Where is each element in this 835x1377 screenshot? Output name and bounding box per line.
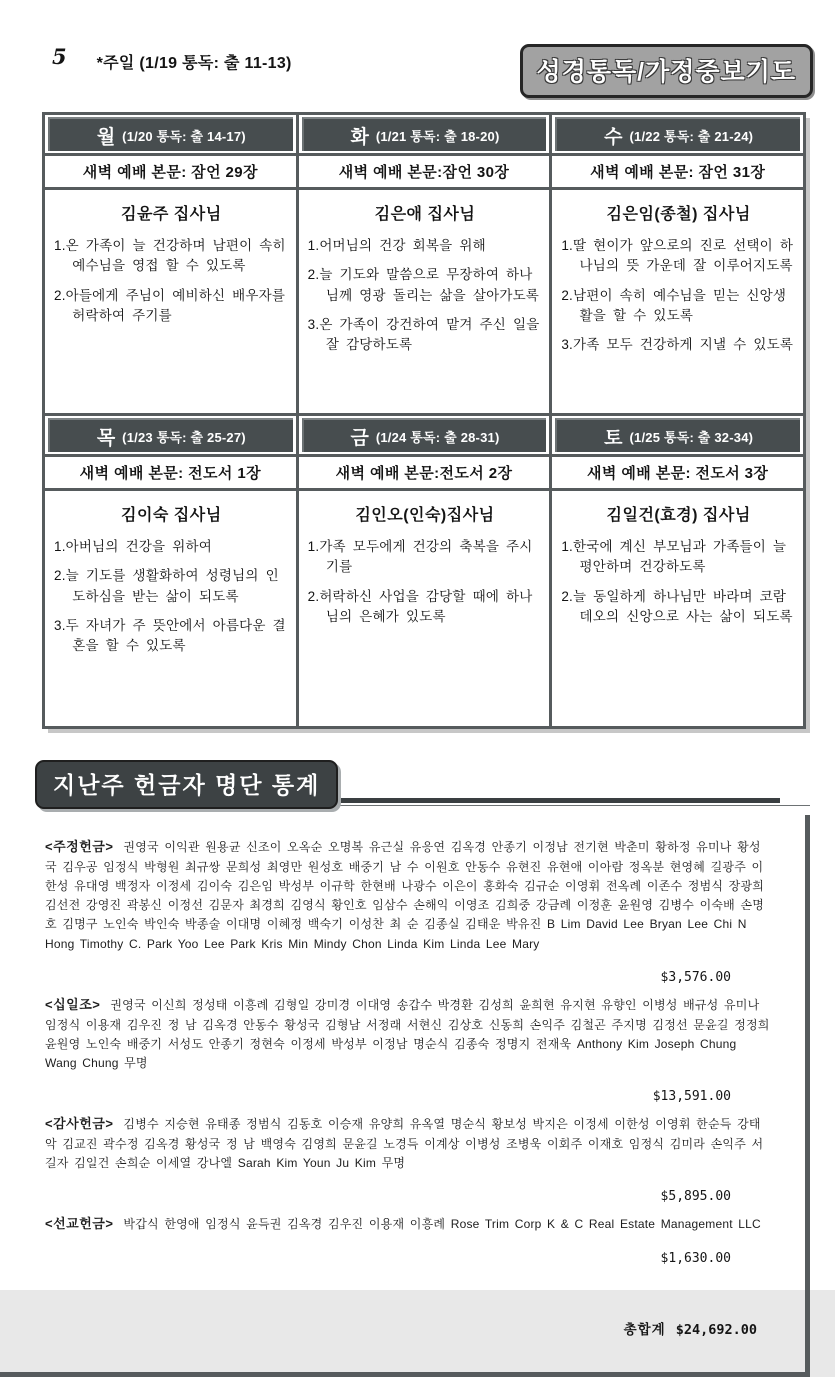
offering-section-tithe	[45, 995, 771, 1104]
day-banner-wed	[555, 117, 800, 151]
intercessor-name: 김일건(효경) 집사님	[606, 507, 751, 524]
day-reading: (1/20 통독: 출 14-17)	[122, 128, 246, 144]
prayer-cell-sat	[551, 490, 805, 728]
prayer-item: 2.남편이 속히 예수님을 믿는 신앙생활을 할 수 있도록	[561, 287, 787, 323]
offering-amount: $13,591.00	[652, 1089, 731, 1105]
offering-label: <선교헌금>	[45, 1216, 114, 1232]
day-header-sat	[551, 415, 805, 456]
prayer-cell-thu	[44, 490, 298, 728]
offering-amount: $1,630.00	[660, 1251, 731, 1267]
prayer-cell-fri	[297, 490, 551, 728]
offering-label: <주정헌금>	[45, 839, 114, 854]
offerings-frame	[0, 815, 810, 1377]
prayer-item: 3.온 가족이 강건하여 맡겨 주신 일을 잘 감당하도록	[307, 316, 540, 352]
prayer-item: 2.늘 동일하게 하나님만 바라며 코람데오의 신앙으로 사는 삶이 되도록	[561, 588, 793, 624]
day-banner-sat	[555, 418, 800, 452]
day-reading: (1/25 통독: 출 32-34)	[629, 429, 754, 445]
total-label: 총합계	[623, 1322, 666, 1338]
offering-name-list: 권영국 이신희 정성태 이흥례 김형일 강미경 이대영 송갑수 박경환 김성희 윤희현 유지현 유향인 이병성 배규성 유미나 임정식 이용재 김우진 정 남 김옥경 안동수 황성국 김형남 서정래 서현신 김상호 신동희 손익주 김철곤 주지명 김정선 문윤길 정정희 윤원영 노인숙 배중기 서성도 안종기 정현숙 이정세 박성부 이정남 명순식 김종숙 정명지 전재욱 Anthony Kim Joseph Chung Wang Chung 무명	[45, 997, 770, 1070]
day-header-fri	[297, 415, 551, 456]
intercessor-name: 김윤주 집사님	[120, 206, 222, 223]
day-reading: (1/23 통독: 출 25-27)	[122, 429, 246, 445]
offerings-title: 지난주 헌금자 명단 통계	[35, 760, 338, 809]
day-header-thu	[44, 415, 298, 456]
offering-names-paragraph	[45, 995, 771, 1073]
day-name: 목	[96, 427, 116, 449]
offering-names-paragraph	[45, 1114, 771, 1173]
prayer-item: 2.늘 기도를 생활화하여 성령님의 인도하심을 받는 삶이 되도록	[54, 568, 279, 604]
day-banner-thu	[48, 418, 293, 452]
day-name: 화	[350, 126, 369, 148]
prayer-item: 1.어머님의 건강 회복을 위해	[307, 238, 486, 253]
prayer-row-1	[44, 189, 805, 415]
day-header-mon	[44, 114, 298, 155]
sunday-reading-label: *주일 (1/19 통독: 출 11-13)	[96, 55, 292, 72]
intercessor-name: 김은애 집사님	[374, 206, 476, 223]
day-header-tue	[297, 114, 551, 155]
total-amount: $24,692.00	[675, 1322, 757, 1339]
scripture-tue: 새벽 예배 본문:잠언 30장	[297, 155, 551, 189]
day-reading: (1/24 통독: 출 28-31)	[375, 429, 500, 445]
offering-total-row	[0, 1318, 757, 1338]
offering-label: <십일조>	[45, 996, 101, 1012]
prayer-item: 2.허락하신 사업을 감당할 때에 하나님의 은혜가 있도록	[307, 588, 533, 624]
prayer-cell-wed	[551, 189, 805, 415]
offering-section-thanksgiving	[45, 1114, 771, 1204]
day-name: 금	[350, 427, 369, 449]
day-name: 토	[604, 427, 623, 449]
top-bar	[0, 0, 835, 98]
day-name: 월	[96, 126, 116, 148]
offering-amount: $3,576.00	[660, 969, 731, 985]
prayer-item: 2.아들에게 주님이 예비하신 배우자를 허락하여 주기를	[54, 287, 286, 323]
scripture-sat: 새벽 예배 본문: 전도서 3장	[551, 456, 805, 490]
day-name: 수	[604, 126, 623, 148]
prayer-item: 3.두 자녀가 주 뜻안에서 아름다운 결혼을 할 수 있도록	[54, 617, 286, 653]
offering-name-list: 박갑식 한영애 임정식 윤득권 김옥경 김우진 이용재 이흥례 Rose Trim Corp K & C Real Estate Management LLC	[123, 1217, 761, 1232]
prayer-cell-mon	[44, 189, 298, 415]
day-banner-fri	[302, 418, 547, 452]
offering-names-paragraph	[45, 1214, 771, 1235]
day-header-row-1	[44, 114, 805, 155]
intercessor-name: 김은임(종철) 집사님	[606, 206, 751, 223]
prayer-item: 1.온 가족이 늘 건강하며 남편이 속히 예수님을 영접 할 수 있도록	[54, 238, 286, 274]
scripture-row-1	[44, 155, 805, 189]
prayer-cell-tue	[297, 189, 551, 415]
prayer-item: 1.딸 현이가 앞으로의 진로 선택이 하나님의 뜻 가운데 잘 이루어지도록	[561, 238, 794, 274]
prayer-item: 2.늘 기도와 말씀으로 무장하여 하나님께 영광 돌리는 삶을 살아가도록	[307, 267, 540, 303]
offering-name-list: 권영국 이익관 원용균 신조이 오옥순 오명복 유근실 유응연 김옥경 안종기 이정남 전기현 박춘미 황하정 유미나 황성국 김우공 임정식 박형원 최규쌍 문희성 최영만 원성호 배중기 남 수 이원호 안동수 유현진 유현애 이아람 정옥분 현영혜 길광주 이한성 유대영 백정자 이정세 김이숙 김은임 박성부 이규학 한현배 나광수 이은이 홍화숙 김규순 이영휘 전옥례 이존수 정범식 장광희 김선전 강영진 곽봉신 이정선 김문자 최경희 김영식 황인호 임삼수 손해익 이영조 김희중 강금례 이정훈 윤원영 김병수 이숙배 손명호 김명구 노인숙 박인숙 박종술 이대명 이혜정 백숙기 이성찬 최 순 김종실 김태운 박유진 B Lim David Lee Bryan Lee Chi N Hong Timothy C. Park Yoo Lee Park Kris Min Mindy Chon Linda Kim Linda Lee Mary	[45, 840, 765, 951]
intercessor-name: 김인오(인숙)집사님	[355, 507, 495, 524]
prayer-item: 3.가족 모두 건강하게 지낼 수 있도록	[561, 337, 794, 352]
offering-names-paragraph	[45, 837, 771, 954]
prayer-item: 1.한국에 계신 부모님과 가족들이 늘 평안하며 건강하도록	[561, 539, 787, 575]
intercessor-name: 김이숙 집사님	[120, 507, 222, 524]
scripture-row-2	[44, 456, 805, 490]
day-reading: (1/22 통독: 출 21-24)	[629, 128, 754, 144]
offering-section-regular	[45, 837, 771, 985]
prayer-schedule-table	[42, 112, 806, 729]
scripture-thu: 새벽 예배 본문: 전도서 1장	[44, 456, 298, 490]
offering-label: <감사헌금>	[45, 1116, 114, 1132]
prayer-item: 1.가족 모두에게 건강의 축복을 주시기를	[307, 539, 533, 575]
day-banner-tue	[302, 117, 547, 151]
page-number: 5	[52, 44, 67, 69]
scripture-wed: 새벽 예배 본문: 잠언 31장	[551, 155, 805, 189]
offering-amount: $5,895.00	[660, 1189, 731, 1205]
scripture-fri: 새벽 예배 본문:전도서 2장	[297, 456, 551, 490]
prayer-item: 1.아버님의 건강을 위하여	[54, 539, 212, 554]
section-title-box: 성경통독/가정중보기도	[520, 44, 813, 98]
day-reading: (1/21 통독: 출 18-20)	[375, 128, 500, 144]
offering-name-list: 김병수 지승현 유태종 정범식 김동호 이승재 유양희 유옥열 명순식 황보성 박지은 이정세 이한성 이영휘 한순득 강태악 김교진 곽수정 김옥경 황성국 정 남 백영숙 김영희 문윤길 노경득 이계상 이병성 조병욱 이회주 이재호 임정식 김미라 손익주 서길자 김일건 손희순 이세열 강나엘 Sarah Kim Youn Ju Kim 무명	[45, 1117, 764, 1171]
offering-section-mission	[45, 1214, 771, 1266]
scripture-mon: 새벽 예배 본문: 잠언 29장	[44, 155, 298, 189]
prayer-row-2	[44, 490, 805, 728]
day-header-row-2	[44, 415, 805, 456]
offerings-title-area	[35, 759, 780, 809]
day-header-wed	[551, 114, 805, 155]
day-banner-mon	[48, 117, 293, 151]
